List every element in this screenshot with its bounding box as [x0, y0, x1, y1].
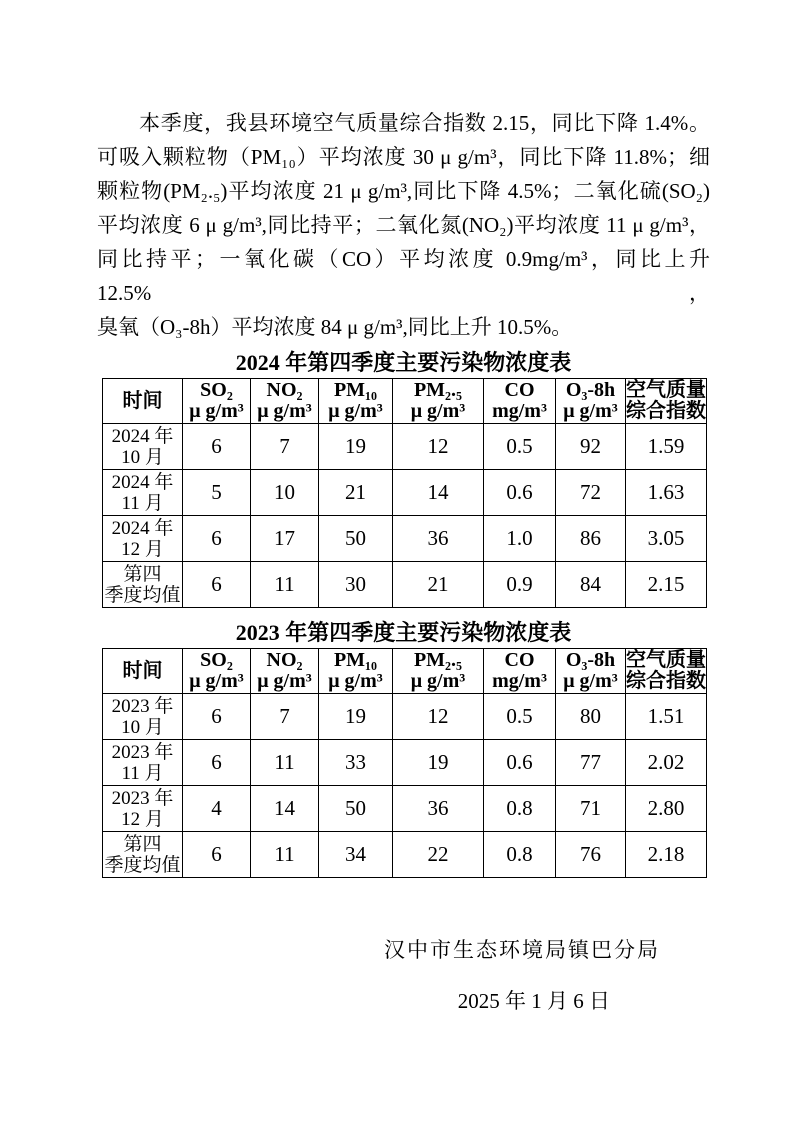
row-label-line: 2024 年: [111, 471, 174, 493]
cell-o3: 77: [556, 740, 626, 786]
header-label: PM₂.₅: [413, 649, 463, 671]
row-label: [103, 424, 183, 470]
cell-no2: 11: [251, 740, 319, 786]
header-label: NO₂: [266, 379, 303, 401]
header-pm10: [319, 379, 393, 424]
header-label: O₃-8h: [565, 379, 616, 401]
header-label: 空气质量: [626, 379, 706, 401]
header-aqi: [626, 649, 707, 694]
header-label: 空气质量: [626, 649, 706, 671]
paragraph-line: 可吸入颗粒物（PM₁₀）平均浓度 30 μ g/m³，同比下降 11.8%；细: [97, 145, 710, 169]
header-no2: [251, 649, 319, 694]
cell-o3: 76: [556, 832, 626, 878]
header-unit: μ g/m³: [410, 400, 466, 422]
cell-no2: 10: [251, 470, 319, 516]
row-label: [103, 694, 183, 740]
paragraph-line: 本季度，我县环境空气质量综合指数 2.15，同比下降 1.4%。: [139, 111, 710, 135]
header-so2: [183, 649, 251, 694]
row-label: [103, 562, 183, 608]
cell-no2: 7: [251, 424, 319, 470]
cell-pm25: 36: [393, 516, 484, 562]
cell-no2: 14: [251, 786, 319, 832]
cell-pm10: 34: [319, 832, 393, 878]
header-pm25: [393, 379, 484, 424]
cell-co: 0.6: [484, 470, 556, 516]
cell-aqi: 1.51: [626, 694, 707, 740]
row-label-line: 2023 年: [111, 741, 174, 763]
cell-o3: 84: [556, 562, 626, 608]
table-header-row: [103, 649, 707, 694]
header-co: [484, 379, 556, 424]
row-label-line: 2024 年: [111, 425, 174, 447]
cell-so2: 6: [183, 740, 251, 786]
header-label: PM₂.₅: [413, 379, 463, 401]
cell-aqi: 2.02: [626, 740, 707, 786]
header-label: 综合指数: [626, 400, 706, 422]
header-label: SO₂: [200, 649, 233, 671]
paragraph-line: 平均浓度 6 μ g/m³,同比持平；二氧化氮(NO₂)平均浓度 11 μ g/m³，: [97, 213, 710, 237]
header-unit: μ g/m³: [257, 670, 312, 692]
cell-no2: 11: [251, 832, 319, 878]
header-pm10: [319, 649, 393, 694]
summary-paragraph: [97, 106, 710, 344]
table-title-2024: 2024 年第四季度主要污染物浓度表: [235, 350, 572, 375]
header-time: [103, 649, 183, 694]
cell-co: 0.8: [484, 786, 556, 832]
cell-pm10: 21: [319, 470, 393, 516]
cell-so2: 6: [183, 832, 251, 878]
row-label-line: 第四: [123, 563, 162, 585]
cell-so2: 6: [183, 516, 251, 562]
cell-pm10: 50: [319, 516, 393, 562]
row-label-line: 2024 年: [111, 517, 174, 539]
cell-pm25: 36: [393, 786, 484, 832]
table-row: [103, 470, 707, 516]
cell-co: 0.8: [484, 832, 556, 878]
header-co: [484, 649, 556, 694]
cell-so2: 6: [183, 424, 251, 470]
cell-pm10: 33: [319, 740, 393, 786]
header-unit: μ g/m³: [410, 670, 466, 692]
header-unit: μ g/m³: [563, 670, 618, 692]
header-label: 综合指数: [626, 670, 706, 692]
paragraph-line: 臭氧（O₃-8h）平均浓度 84 μ g/m³,同比上升 10.5%。: [97, 315, 573, 339]
header-o3: [556, 379, 626, 424]
header-label: 时间: [122, 389, 163, 412]
cell-no2: 11: [251, 562, 319, 608]
header-pm25: [393, 649, 484, 694]
row-label-line: 2023 年: [111, 787, 174, 809]
header-no2: [251, 379, 319, 424]
header-unit: mg/m³: [492, 670, 547, 692]
paragraph-line: 同比持平；一氧化碳（CO）平均浓度 0.9mg/m³，同比上升 12.5%，: [97, 247, 710, 305]
cell-co: 0.5: [484, 694, 556, 740]
row-label: [103, 832, 183, 878]
row-label: [103, 516, 183, 562]
table-title-2023: 2023 年第四季度主要污染物浓度表: [235, 620, 572, 645]
table-row: [103, 424, 707, 470]
header-time: [103, 379, 183, 424]
cell-pm25: 14: [393, 470, 484, 516]
header-unit: μ g/m³: [328, 670, 383, 692]
header-label: O₃-8h: [565, 649, 616, 671]
table-row: [103, 786, 707, 832]
cell-o3: 92: [556, 424, 626, 470]
header-label: 时间: [122, 659, 163, 682]
cell-o3: 86: [556, 516, 626, 562]
cell-no2: 17: [251, 516, 319, 562]
cell-co: 0.6: [484, 740, 556, 786]
cell-aqi: 1.59: [626, 424, 707, 470]
row-label-line: 11 月: [121, 492, 164, 514]
cell-aqi: 2.15: [626, 562, 707, 608]
table-header-row: [103, 379, 707, 424]
table-row: [103, 562, 707, 608]
header-label: CO: [504, 649, 535, 671]
issue-date: 2025 年 1 月 6 日: [457, 989, 610, 1013]
header-unit: μ g/m³: [189, 670, 244, 692]
header-so2: [183, 379, 251, 424]
cell-so2: 4: [183, 786, 251, 832]
cell-aqi: 2.80: [626, 786, 707, 832]
table-row: [103, 516, 707, 562]
cell-co: 0.5: [484, 424, 556, 470]
cell-o3: 80: [556, 694, 626, 740]
header-unit: mg/m³: [492, 400, 547, 422]
cell-so2: 6: [183, 694, 251, 740]
cell-aqi: 3.05: [626, 516, 707, 562]
row-label-line: 10 月: [121, 446, 164, 468]
cell-pm10: 30: [319, 562, 393, 608]
row-label: [103, 740, 183, 786]
cell-o3: 72: [556, 470, 626, 516]
cell-pm25: 12: [393, 694, 484, 740]
row-label-line: 12 月: [121, 538, 164, 560]
header-aqi: [626, 379, 707, 424]
cell-pm25: 19: [393, 740, 484, 786]
header-label: PM₁₀: [333, 649, 378, 671]
table-row: [103, 694, 707, 740]
cell-no2: 7: [251, 694, 319, 740]
row-label-line: 2023 年: [111, 695, 174, 717]
cell-pm25: 12: [393, 424, 484, 470]
row-label-line: 季度均值: [104, 584, 181, 606]
table-row: [103, 740, 707, 786]
table-row: [103, 832, 707, 878]
header-label: SO₂: [200, 379, 233, 401]
row-label: [103, 786, 183, 832]
header-o3: [556, 649, 626, 694]
header-unit: μ g/m³: [189, 400, 244, 422]
header-unit: μ g/m³: [257, 400, 312, 422]
row-label-line: 11 月: [121, 762, 164, 784]
cell-aqi: 1.63: [626, 470, 707, 516]
paragraph-line: 颗粒物(PM₂.₅)平均浓度 21 μ g/m³,同比下降 4.5%；二氧化硫(SO₂): [97, 179, 710, 203]
cell-so2: 5: [183, 470, 251, 516]
row-label-line: 10 月: [121, 716, 164, 738]
cell-pm10: 19: [319, 424, 393, 470]
header-unit: μ g/m³: [563, 400, 618, 422]
cell-aqi: 2.18: [626, 832, 707, 878]
pollutant-table-2024: [102, 378, 707, 608]
pollutant-table-2023: [102, 648, 707, 878]
row-label: [103, 470, 183, 516]
row-label-line: 第四: [123, 833, 162, 855]
header-unit: μ g/m³: [328, 400, 383, 422]
issuing-authority: 汉中市生态环境局镇巴分局: [384, 938, 660, 962]
cell-co: 0.9: [484, 562, 556, 608]
row-label-line: 季度均值: [104, 854, 181, 876]
header-label: PM₁₀: [333, 379, 378, 401]
cell-pm10: 50: [319, 786, 393, 832]
cell-so2: 6: [183, 562, 251, 608]
cell-pm25: 21: [393, 562, 484, 608]
cell-o3: 71: [556, 786, 626, 832]
cell-pm25: 22: [393, 832, 484, 878]
header-label: CO: [504, 379, 535, 401]
row-label-line: 12 月: [121, 808, 164, 830]
cell-co: 1.0: [484, 516, 556, 562]
cell-pm10: 19: [319, 694, 393, 740]
header-label: NO₂: [266, 649, 303, 671]
